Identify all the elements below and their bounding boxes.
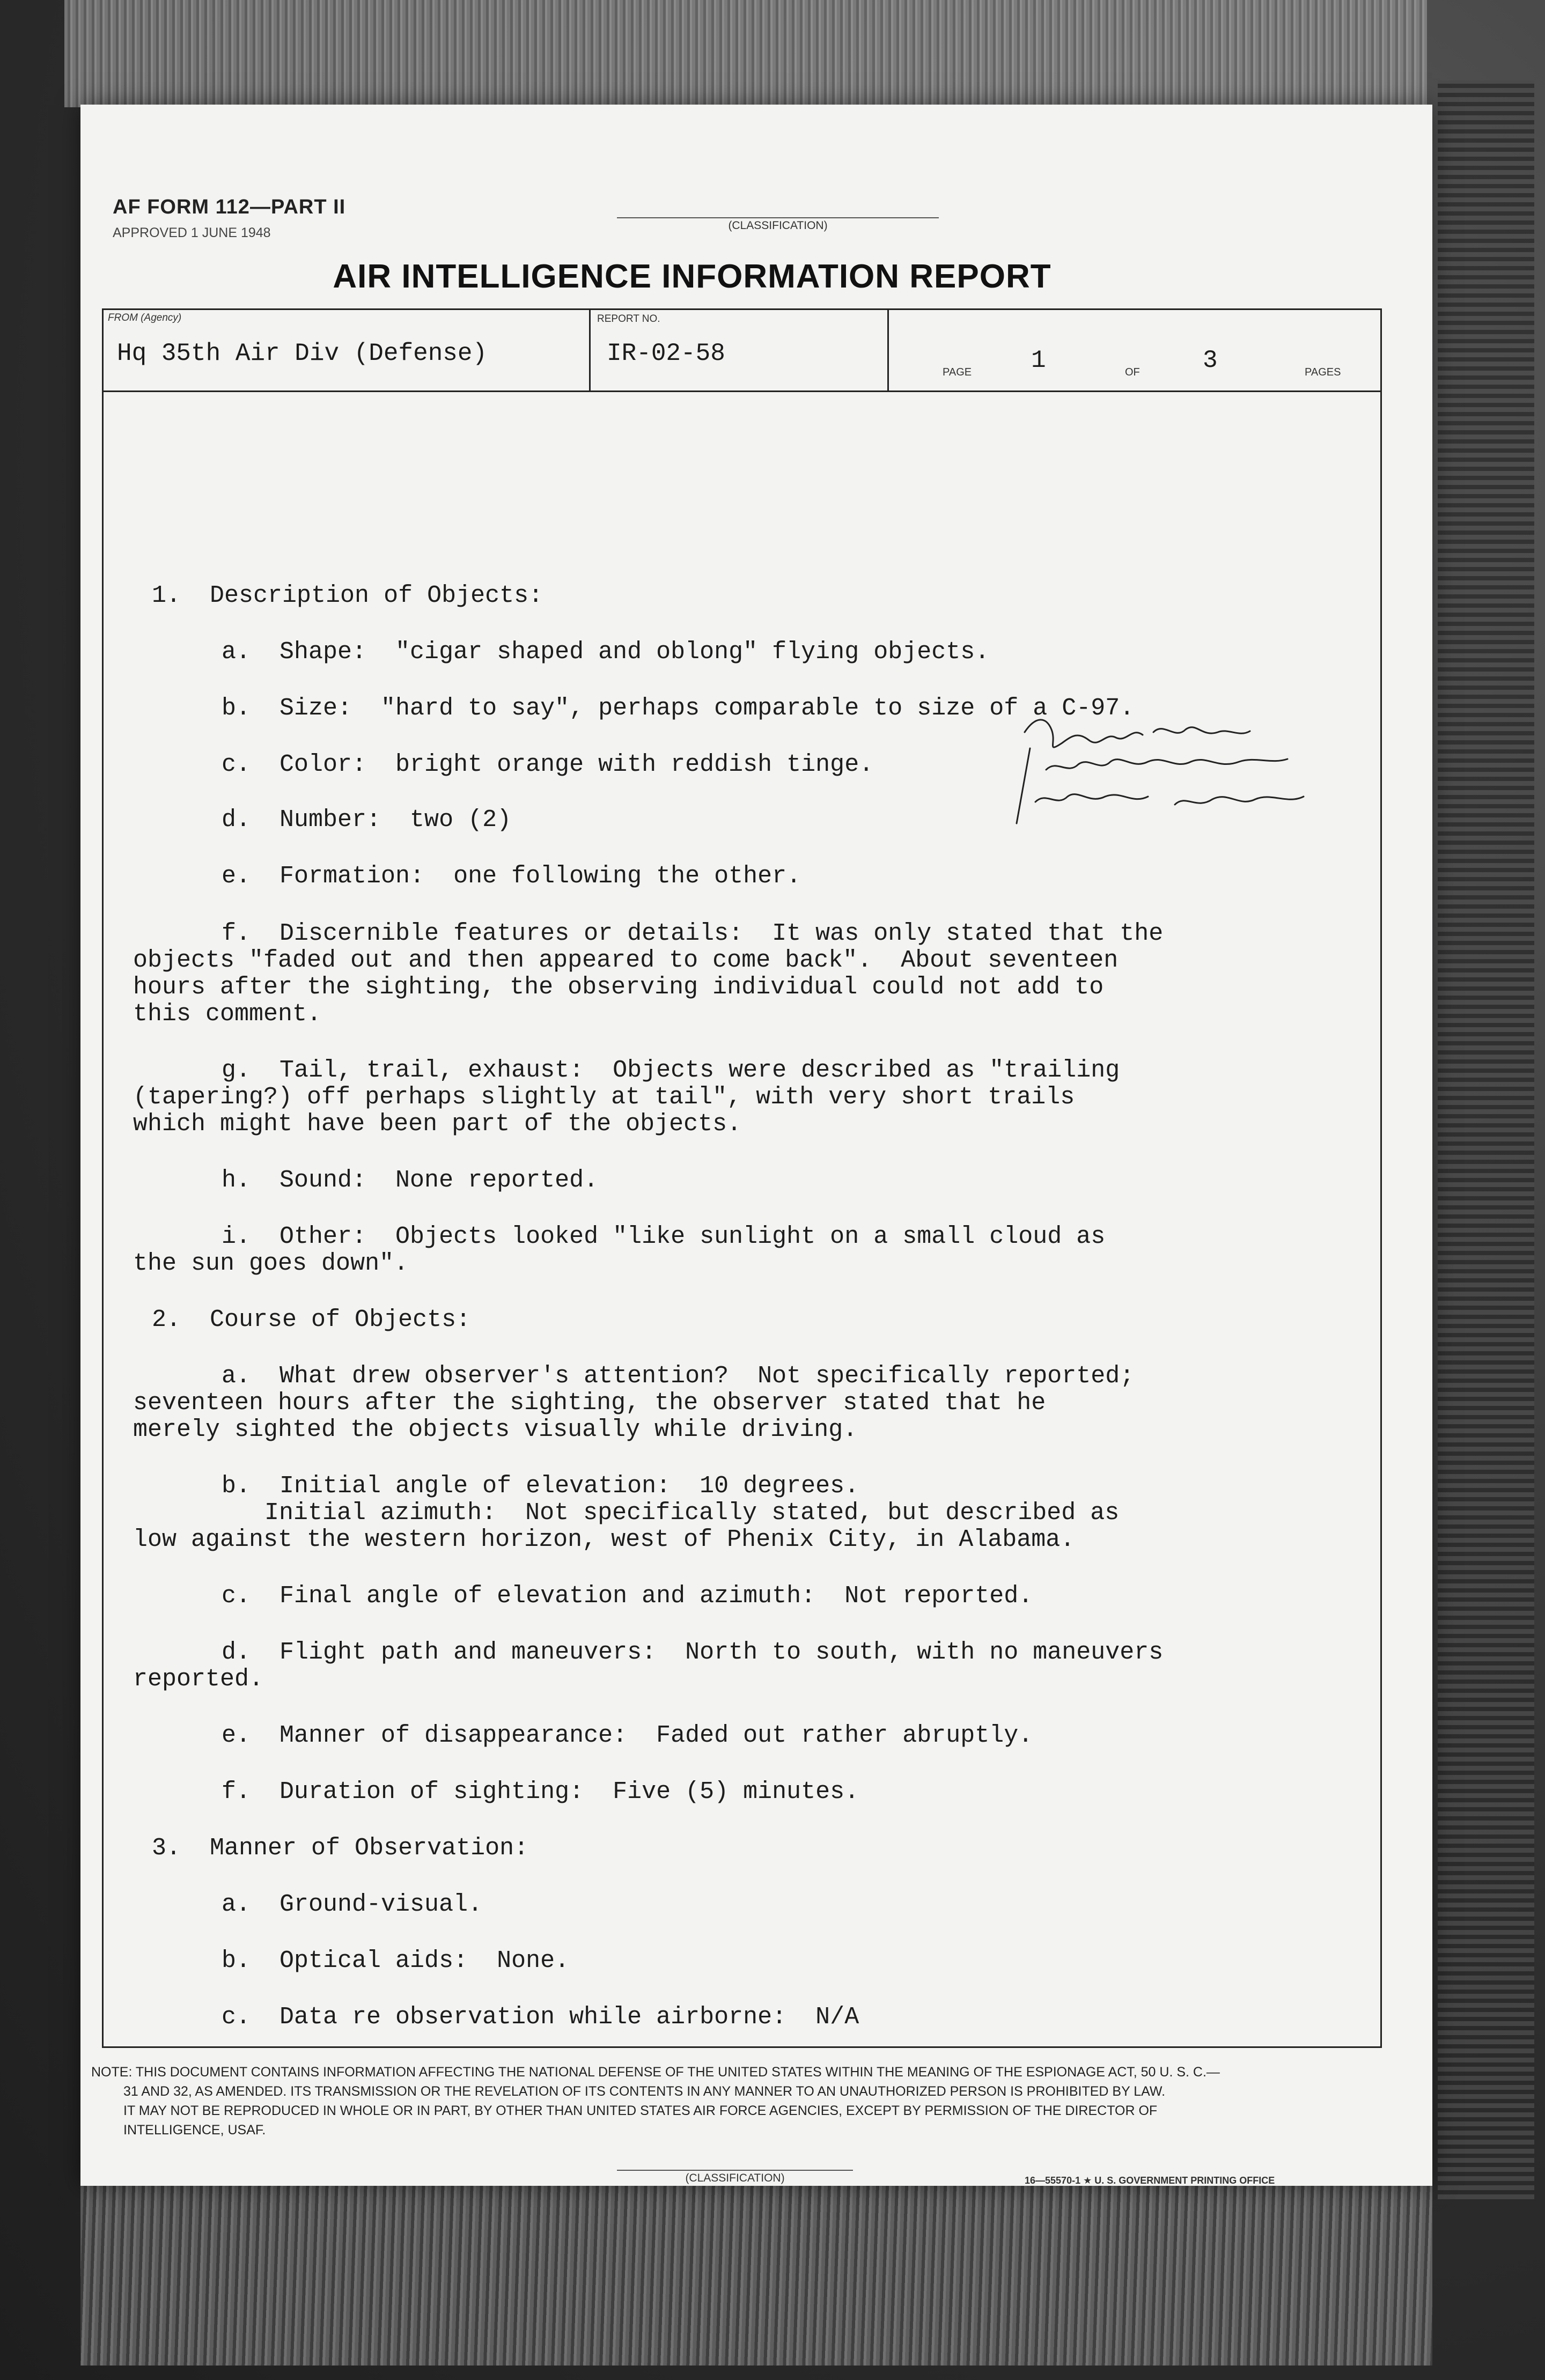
section-3-heading: 3. Manner of Observation: (152, 1834, 529, 1862)
report-header-box (102, 308, 1382, 392)
item-1g-line-2: (tapering?) off perhaps slightly at tail", with very short trails (133, 1084, 1075, 1111)
notice-line-1: NOTE: THIS DOCUMENT CONTAINS INFORMATION AFFECTING THE NATIONAL DEFENSE OF THE UNITED STATES WITHIN THE MEANING OF THE ESPIONAGE ACT, 50 U. S. C.— (91, 2065, 1220, 2080)
item-3a: a. Ground-visual. (222, 1891, 483, 1918)
item-1g-line-3: which might have been part of the objects. (133, 1110, 742, 1138)
item-2d-line-1: d. Flight path and maneuvers: North to south, with no maneuvers (222, 1639, 1164, 1666)
item-1d: d. Number: two (2) (222, 806, 512, 834)
item-1i-line-1: i. Other: Objects looked "like sunlight on a small cloud as (222, 1223, 1106, 1250)
item-2a-line-3: merely sighted the objects visually while driving. (133, 1416, 858, 1443)
scan-edge-right (1438, 80, 1534, 2199)
classification-bottom: (CLASSIFICATION) (617, 2170, 853, 2185)
item-1f-line-3: hours after the sighting, the observing individual could not add to (133, 974, 1104, 1001)
item-1h: h. Sound: None reported. (222, 1167, 599, 1194)
classification-top: (CLASSIFICATION) (617, 217, 939, 232)
report-body-box (102, 389, 1382, 2048)
document-page (80, 105, 1432, 2186)
from-agency-label: FROM (Agency) (108, 312, 182, 323)
item-3c: c. Data re observation while airborne: N/A (222, 2003, 859, 2031)
item-1f-line-1: f. Discernible features or details: It was only stated that the (222, 920, 1164, 947)
item-2c: c. Final angle of elevation and azimuth: Not reported. (222, 1582, 1033, 1610)
scan-noise-bottom (80, 2172, 1432, 2366)
report-number-value: IR-02-58 (607, 340, 725, 367)
item-1a: a. Shape: "cigar shaped and oblong" flying objects. (222, 638, 990, 666)
item-1e: e. Formation: one following the other. (222, 863, 801, 890)
scan-noise-top (64, 0, 1427, 107)
notice-line-4: INTELLIGENCE, USAF. (123, 2123, 266, 2138)
from-agency-value: Hq 35th Air Div (Defense) (117, 340, 488, 367)
form-number: AF FORM 112—PART II (113, 196, 346, 218)
item-2a-line-2: seventeen hours after the sighting, the observer stated that he (133, 1389, 1046, 1417)
espionage-act-notice (91, 2062, 1395, 2140)
item-1c: c. Color: bright orange with reddish tinge. (222, 751, 874, 778)
item-2d-line-2: reported. (133, 1666, 264, 1693)
section-2-heading: 2. Course of Objects: (152, 1306, 471, 1333)
handwritten-annotation (1014, 711, 1314, 829)
from-agency-cell (104, 310, 591, 390)
report-title: AIR INTELLIGENCE INFORMATION REPORT (333, 258, 1051, 295)
report-number-cell (591, 310, 889, 390)
item-2e: e. Manner of disappearance: Faded out rather abruptly. (222, 1722, 1033, 1749)
item-1i-line-2: the sun goes down". (133, 1250, 409, 1277)
page-number: 1 (1031, 347, 1046, 374)
item-2a-line-1: a. What drew observer's attention? Not specifically reported; (222, 1362, 1135, 1390)
pages-label: PAGES (1305, 366, 1341, 378)
item-2b-line-3: low against the western horizon, west of Phenix City, in Alabama. (133, 1526, 1075, 1553)
of-label: OF (1125, 366, 1140, 378)
report-number-label: REPORT NO. (597, 313, 660, 325)
item-1g-line-1: g. Tail, trail, exhaust: Objects were described as "trailing (222, 1057, 1120, 1084)
item-1f-line-4: this comment. (133, 1000, 322, 1028)
notice-line-2: 31 AND 32, AS AMENDED. ITS TRANSMISSION OR THE REVELATION OF ITS CONTENTS IN ANY MANNER TO AN UNAUTHORIZED PERSON IS PROHIBITED BY LAW. (123, 2084, 1166, 2099)
item-3b: b. Optical aids: None. (222, 1947, 570, 1974)
item-1b: b. Size: "hard to say", perhaps comparable to size of a C-97. (222, 695, 1135, 722)
total-pages: 3 (1203, 347, 1218, 374)
page-label: PAGE (943, 366, 972, 378)
section-1-heading: 1. Description of Objects: (152, 582, 543, 609)
form-approved-date: APPROVED 1 JUNE 1948 (113, 225, 271, 240)
notice-line-3: IT MAY NOT BE REPRODUCED IN WHOLE OR IN PART, BY OTHER THAN UNITED STATES AIR FORCE AGENCIES, EXCEPT BY PERMISSION OF THE DIRECTOR OF (123, 2103, 1158, 2118)
page-count-cell (889, 310, 1380, 390)
item-2b-line-1: b. Initial angle of elevation: 10 degrees. (222, 1472, 859, 1500)
gpo-imprint: 16—55570-1 ★ U. S. GOVERNMENT PRINTING OFFICE (1025, 2175, 1275, 2186)
item-2b-line-2: Initial azimuth: Not specifically stated, but described as (264, 1499, 1120, 1527)
item-2f: f. Duration of sighting: Five (5) minutes. (222, 1778, 859, 1806)
item-1f-line-2: objects "faded out and then appeared to come back". About seventeen (133, 947, 1119, 974)
